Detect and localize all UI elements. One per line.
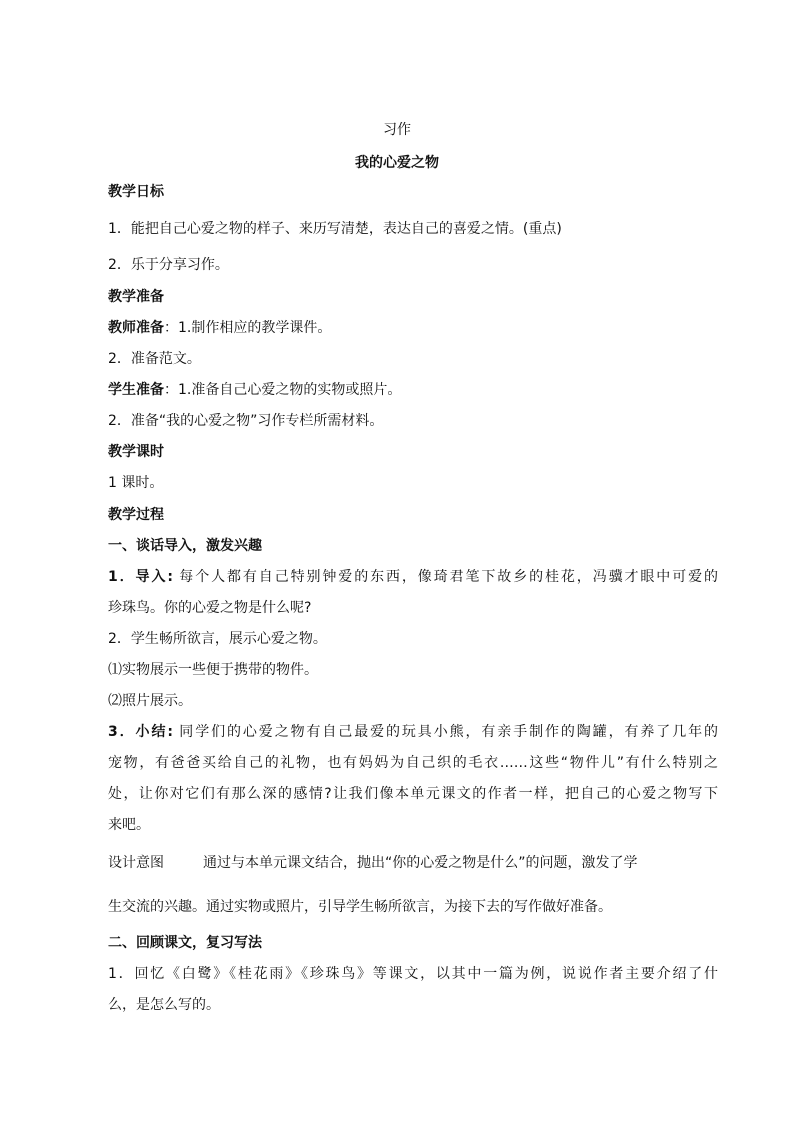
part-2-title: 二、回顾课文，复习写法 [108,935,262,951]
student-prep-line-1 [108,380,401,400]
summary-label: 3．小结: [108,724,173,740]
design-intent-line-2: 生交流的兴趣。通过实物或照片，引导学生畅所欲言，为接下去的写作做好准备。 [108,899,612,915]
teacher-prep-line-2: 2．准备范文。 [108,351,201,367]
intro-text: 每个人都有自己特别钟爱的东西，像琦君笔下故乡的桂花，冯骥才眼中可爱的 [172,569,719,585]
review-line-2: 么，是怎么写的。 [108,997,220,1013]
goal-item-2: 2．乐于分享习作。 [108,257,229,273]
design-intent-line-1: 通过与本单元课文结合，抛出“你的心爱之物是什么”的问题，激发了学 [203,855,638,871]
intro-paragraph-line-1 [108,567,718,587]
student-prep-text: ：1.准备自己心爱之物的实物或照片。 [164,382,402,398]
review-line-1: 1．回忆《白鹭》《桂花雨》《珍珠鸟》等课文，以其中一篇为例，说说作者主要介绍了什 [108,966,718,982]
summary-line-2: 宠物，有爸爸买给自己的礼物，也有妈妈为自己织的毛衣……这些“物件儿”有什么特别之 [108,755,718,771]
summary-line-1 [108,722,718,742]
hours-text: 1 课时。 [108,475,164,491]
share-sub-item-1: ⑴实物展示一些便于携带的物件。 [108,662,318,678]
design-intent-label: 设计意图 [108,855,164,871]
summary-line-4: 来吧。 [108,817,150,833]
section-heading-prep: 教学准备 [108,289,164,305]
doc-title: 习作 [383,122,411,138]
share-sub-item-2: ⑵照片展示。 [108,693,192,709]
summary-text: 同学们的心爱之物有自己最爱的玩具小熊，有亲手制作的陶罐，有养了几年的 [172,724,719,740]
intro-paragraph-line-2: 珍珠鸟。你的心爱之物是什么呢? [108,600,312,616]
section-heading-goals: 教学日标 [108,184,164,200]
section-heading-process: 教学过程 [108,507,164,523]
section-heading-hours: 教学课时 [108,444,164,460]
summary-line-3: 处，让你对它们有那么深的感情?让我们像本单元课文的作者一样，把自己的心爱之物写下 [108,786,718,802]
student-prep-label: 学生准备 [108,382,164,398]
teacher-prep-text: ：1.制作相应的教学课件。 [164,320,332,336]
teacher-prep-line-1 [108,318,331,338]
doc-subtitle: 我的心爱之物 [355,155,439,171]
student-prep-line-2: 2．准备“我的心爱之物”习作专栏所需材料。 [108,413,384,429]
share-item: 2．学生畅所欲言，展示心爱之物。 [108,631,327,647]
intro-label: 1．导入: [108,569,173,585]
goal-item-1: 1．能把自己心爱之物的样子、来历写清楚，表达自己的喜爱之情。(重点) [108,221,562,237]
teacher-prep-label: 教师准备 [108,320,164,336]
part-1-title: 一、谈话导入，激发兴趣 [108,538,262,554]
